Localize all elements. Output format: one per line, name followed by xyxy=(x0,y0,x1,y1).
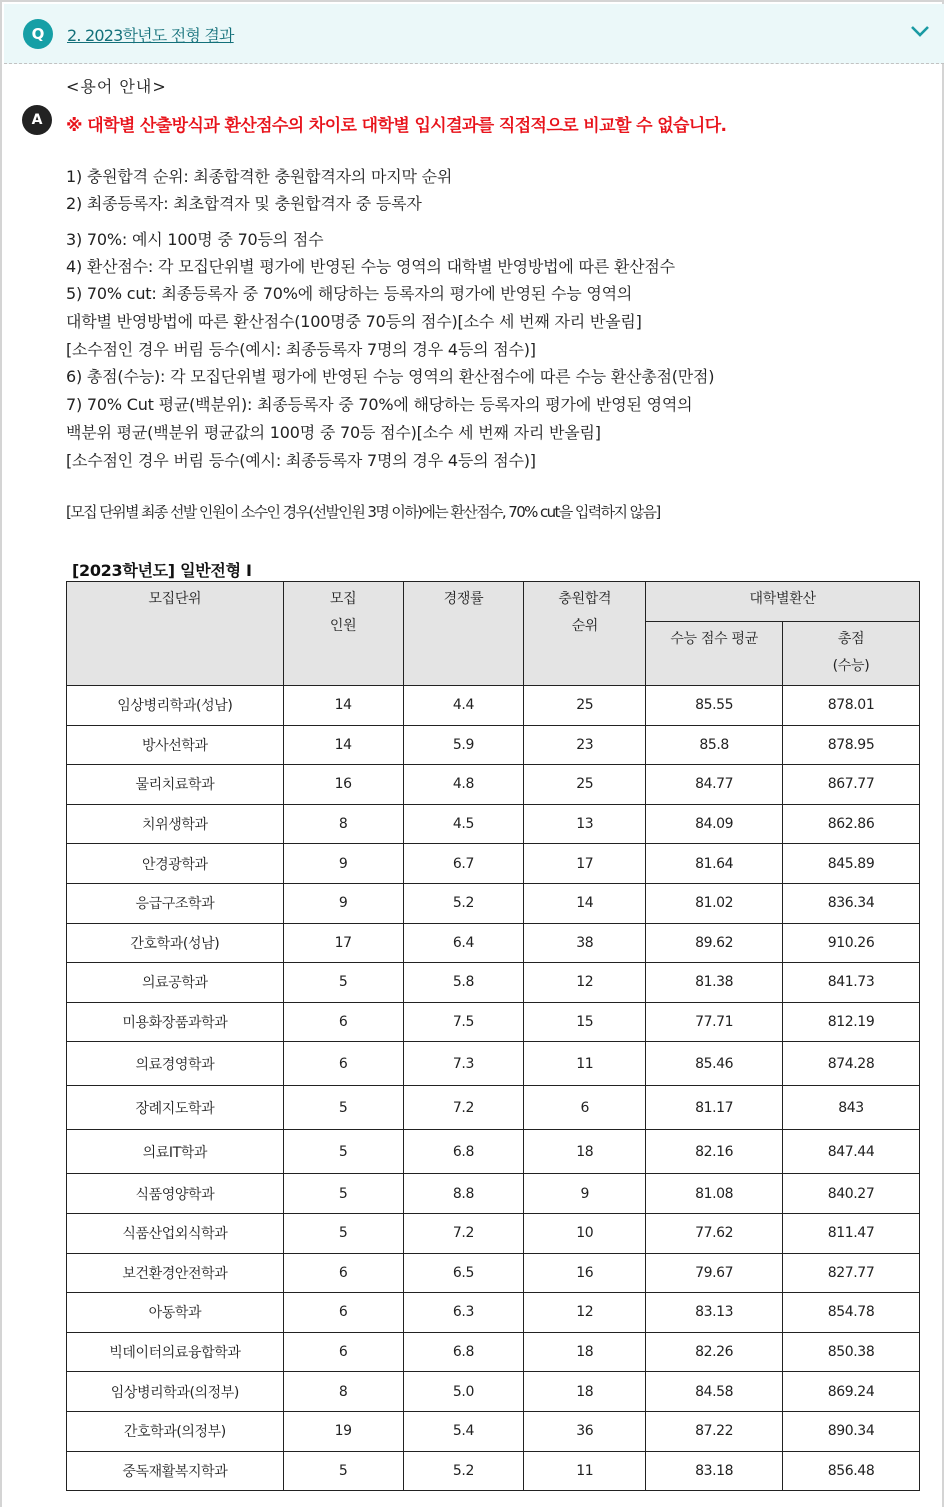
cell-avg: 81.64 xyxy=(646,844,783,884)
cell-avg: 81.17 xyxy=(646,1086,783,1130)
cell-unit: 미용화장품과학과 xyxy=(67,1002,284,1042)
header-total: 총점 (수능) xyxy=(783,622,920,686)
table-row xyxy=(67,765,920,805)
cell-quota: 8 xyxy=(283,804,403,844)
cell-unit: 아동학과 xyxy=(67,1293,284,1333)
cell-rank: 14 xyxy=(524,883,646,923)
cell-avg: 81.08 xyxy=(646,1174,783,1214)
cell-unit: 응급구조학과 xyxy=(67,883,284,923)
table-row xyxy=(67,963,920,1003)
cell-avg: 77.71 xyxy=(646,1002,783,1042)
cell-avg: 77.62 xyxy=(646,1213,783,1253)
question-title-link[interactable]: 2. 2023학년도 전형 결과 xyxy=(67,26,234,45)
note-text: [모집 단위별 최종 선발 인원이 소수인 경우(선발인원 3명 이하)에는 환산점수, 70% cut을 입력하지 않음] xyxy=(66,503,660,521)
table-row xyxy=(67,1332,920,1372)
cell-avg: 82.16 xyxy=(646,1130,783,1174)
table-row xyxy=(67,1002,920,1042)
cell-unit: 방사선학과 xyxy=(67,725,284,765)
cell-unit: 의료경영학과 xyxy=(67,1042,284,1086)
cell-ratio: 5.8 xyxy=(403,963,524,1003)
cell-ratio: 6.3 xyxy=(403,1293,524,1333)
cell-ratio: 5.2 xyxy=(403,1451,524,1491)
cell-quota: 19 xyxy=(283,1411,403,1451)
cell-avg: 84.58 xyxy=(646,1372,783,1412)
table-row xyxy=(67,844,920,884)
cell-avg: 83.18 xyxy=(646,1451,783,1491)
cell-ratio: 7.3 xyxy=(403,1042,524,1086)
definition-item: 5) 70% cut: 최종등록자 중 70%에 해당하는 등록자의 평가에 반영된 수능 영역의 xyxy=(66,284,633,303)
cell-total: 850.38 xyxy=(783,1332,920,1372)
definition-item: 대학별 반영방법에 따른 환산점수(100명중 70등의 점수)[소수 세 번째 자리 반올림] xyxy=(66,312,642,331)
table-row xyxy=(67,686,920,726)
cell-total: 811.47 xyxy=(783,1213,920,1253)
cell-rank: 18 xyxy=(524,1332,646,1372)
cell-ratio: 8.8 xyxy=(403,1174,524,1214)
cell-ratio: 5.2 xyxy=(403,883,524,923)
cell-avg: 81.02 xyxy=(646,883,783,923)
cell-rank: 18 xyxy=(524,1372,646,1412)
chevron-down-icon[interactable] xyxy=(910,24,930,38)
cell-avg: 85.55 xyxy=(646,686,783,726)
cell-total: 836.34 xyxy=(783,883,920,923)
cell-quota: 17 xyxy=(283,923,403,963)
cell-ratio: 6.8 xyxy=(403,1130,524,1174)
cell-quota: 6 xyxy=(283,1293,403,1333)
cell-rank: 15 xyxy=(524,1002,646,1042)
cell-ratio: 7.2 xyxy=(403,1213,524,1253)
cell-rank: 13 xyxy=(524,804,646,844)
cell-total: 878.01 xyxy=(783,686,920,726)
cell-ratio: 5.0 xyxy=(403,1372,524,1412)
cell-quota: 6 xyxy=(283,1253,403,1293)
cell-quota: 16 xyxy=(283,765,403,805)
table-row xyxy=(67,1042,920,1086)
cell-total: 843 xyxy=(783,1086,920,1130)
cell-unit: 물리치료학과 xyxy=(67,765,284,805)
cell-quota: 5 xyxy=(283,963,403,1003)
cell-rank: 23 xyxy=(524,725,646,765)
cell-unit: 중독재활복지학과 xyxy=(67,1451,284,1491)
warning-text: ※ 대학별 산출방식과 환산점수의 차이로 대학별 입시결과를 직접적으로 비교할 수 없습니다. xyxy=(66,116,727,136)
cell-ratio: 6.5 xyxy=(403,1253,524,1293)
cell-unit: 치위생학과 xyxy=(67,804,284,844)
cell-avg: 85.46 xyxy=(646,1042,783,1086)
cell-ratio: 4.8 xyxy=(403,765,524,805)
cell-rank: 36 xyxy=(524,1411,646,1451)
guide-title: <용어 안내> xyxy=(66,77,167,96)
cell-unit: 의료IT학과 xyxy=(67,1130,284,1174)
cell-unit: 식품산업외식학과 xyxy=(67,1213,284,1253)
definition-item: 3) 70%: 예시 100명 중 70등의 점수 xyxy=(66,230,324,249)
cell-rank: 12 xyxy=(524,1293,646,1333)
admission-results-table xyxy=(66,581,920,1491)
cell-quota: 5 xyxy=(283,1086,403,1130)
cell-total: 862.86 xyxy=(783,804,920,844)
cell-quota: 5 xyxy=(283,1213,403,1253)
header-group: 대학별환산 xyxy=(646,582,920,622)
cell-rank: 17 xyxy=(524,844,646,884)
definition-item: 백분위 평균(백분위 평균값의 100명 중 70등 점수)[소수 세 번째 자리 반올림] xyxy=(66,423,601,442)
cell-rank: 12 xyxy=(524,963,646,1003)
cell-total: 841.73 xyxy=(783,963,920,1003)
answer-badge: A xyxy=(22,105,52,135)
cell-quota: 6 xyxy=(283,1002,403,1042)
cell-avg: 79.67 xyxy=(646,1253,783,1293)
cell-quota: 8 xyxy=(283,1372,403,1412)
cell-unit: 식품영양학과 xyxy=(67,1174,284,1214)
cell-quota: 5 xyxy=(283,1451,403,1491)
cell-total: 856.48 xyxy=(783,1451,920,1491)
table-row xyxy=(67,725,920,765)
cell-total: 845.89 xyxy=(783,844,920,884)
table-row xyxy=(67,1451,920,1491)
cell-total: 827.77 xyxy=(783,1253,920,1293)
definition-item: 6) 총점(수능): 각 모집단위별 평가에 반영된 수능 영역의 환산점수에 따른 수능 환산총점(만점) xyxy=(66,367,715,386)
cell-quota: 5 xyxy=(283,1130,403,1174)
table-row xyxy=(67,1130,920,1174)
cell-total: 867.77 xyxy=(783,765,920,805)
table-row xyxy=(67,1213,920,1253)
cell-avg: 84.09 xyxy=(646,804,783,844)
cell-quota: 5 xyxy=(283,1174,403,1214)
cell-ratio: 7.2 xyxy=(403,1086,524,1130)
cell-avg: 87.22 xyxy=(646,1411,783,1451)
cell-avg: 89.62 xyxy=(646,923,783,963)
table-row xyxy=(67,883,920,923)
definition-item: 1) 충원합격 순위: 최종합격한 충원합격자의 마지막 순위 xyxy=(66,167,453,186)
table-row xyxy=(67,1293,920,1333)
table-row xyxy=(67,1174,920,1214)
table-row xyxy=(67,1372,920,1412)
cell-unit: 간호학과(의정부) xyxy=(67,1411,284,1451)
table-row xyxy=(67,1086,920,1130)
cell-unit: 빅데이터의료융합학과 xyxy=(67,1332,284,1372)
definition-item: [소수점인 경우 버림 등수(예시: 최종등록자 7명의 경우 4등의 점수)] xyxy=(66,451,536,470)
cell-ratio: 4.5 xyxy=(403,804,524,844)
cell-total: 869.24 xyxy=(783,1372,920,1412)
cell-avg: 82.26 xyxy=(646,1332,783,1372)
cell-ratio: 5.9 xyxy=(403,725,524,765)
definition-item: [소수점인 경우 버림 등수(예시: 최종등록자 7명의 경우 4등의 점수)] xyxy=(66,340,536,359)
cell-avg: 85.8 xyxy=(646,725,783,765)
cell-unit: 안경광학과 xyxy=(67,844,284,884)
cell-rank: 18 xyxy=(524,1130,646,1174)
cell-total: 847.44 xyxy=(783,1130,920,1174)
cell-avg: 84.77 xyxy=(646,765,783,805)
cell-total: 840.27 xyxy=(783,1174,920,1214)
cell-quota: 14 xyxy=(283,725,403,765)
cell-total: 890.34 xyxy=(783,1411,920,1451)
cell-ratio: 6.4 xyxy=(403,923,524,963)
cell-ratio: 5.4 xyxy=(403,1411,524,1451)
cell-total: 878.95 xyxy=(783,725,920,765)
cell-rank: 16 xyxy=(524,1253,646,1293)
cell-quota: 9 xyxy=(283,844,403,884)
cell-ratio: 4.4 xyxy=(403,686,524,726)
cell-ratio: 7.5 xyxy=(403,1002,524,1042)
cell-rank: 11 xyxy=(524,1042,646,1086)
cell-rank: 25 xyxy=(524,686,646,726)
cell-total: 910.26 xyxy=(783,923,920,963)
cell-unit: 임상병리학과(의정부) xyxy=(67,1372,284,1412)
definition-item: 7) 70% Cut 평균(백분위): 최종등록자 중 70%에 해당하는 등록자의 평가에 반영된 영역의 xyxy=(66,395,693,414)
cell-rank: 6 xyxy=(524,1086,646,1130)
cell-unit: 의료공학과 xyxy=(67,963,284,1003)
cell-ratio: 6.7 xyxy=(403,844,524,884)
cell-unit: 임상병리학과(성남) xyxy=(67,686,284,726)
cell-quota: 6 xyxy=(283,1042,403,1086)
cell-avg: 83.13 xyxy=(646,1293,783,1333)
cell-quota: 9 xyxy=(283,883,403,923)
definition-item: 4) 환산점수: 각 모집단위별 평가에 반영된 수능 영역의 대학별 반영방법에 따른 환산점수 xyxy=(66,257,675,276)
cell-unit: 간호학과(성남) xyxy=(67,923,284,963)
cell-total: 812.19 xyxy=(783,1002,920,1042)
cell-rank: 38 xyxy=(524,923,646,963)
table-row xyxy=(67,1411,920,1451)
cell-rank: 9 xyxy=(524,1174,646,1214)
cell-quota: 6 xyxy=(283,1332,403,1372)
cell-unit: 보건환경안전학과 xyxy=(67,1253,284,1293)
header-quota: 모집 인원 xyxy=(283,582,403,686)
cell-rank: 11 xyxy=(524,1451,646,1491)
cell-unit: 장례지도학과 xyxy=(67,1086,284,1130)
cell-ratio: 6.8 xyxy=(403,1332,524,1372)
cell-quota: 14 xyxy=(283,686,403,726)
header-unit: 모집단위 xyxy=(67,582,284,686)
cell-total: 874.28 xyxy=(783,1042,920,1086)
table-row xyxy=(67,1253,920,1293)
table-row xyxy=(67,923,920,963)
table-title: [2023학년도] 일반전형 I xyxy=(72,561,252,580)
header-rank: 충원합격 순위 xyxy=(524,582,646,686)
table-row xyxy=(67,804,920,844)
cell-avg: 81.38 xyxy=(646,963,783,1003)
cell-total: 854.78 xyxy=(783,1293,920,1333)
cell-rank: 10 xyxy=(524,1213,646,1253)
header-avg: 수능 점수 평균 xyxy=(646,622,783,686)
header-ratio: 경쟁률 xyxy=(403,582,524,686)
definition-item: 2) 최종등록자: 최초합격자 및 충원합격자 중 등록자 xyxy=(66,194,422,213)
cell-rank: 25 xyxy=(524,765,646,805)
question-badge: Q xyxy=(23,19,53,49)
question-header[interactable] xyxy=(4,4,944,64)
